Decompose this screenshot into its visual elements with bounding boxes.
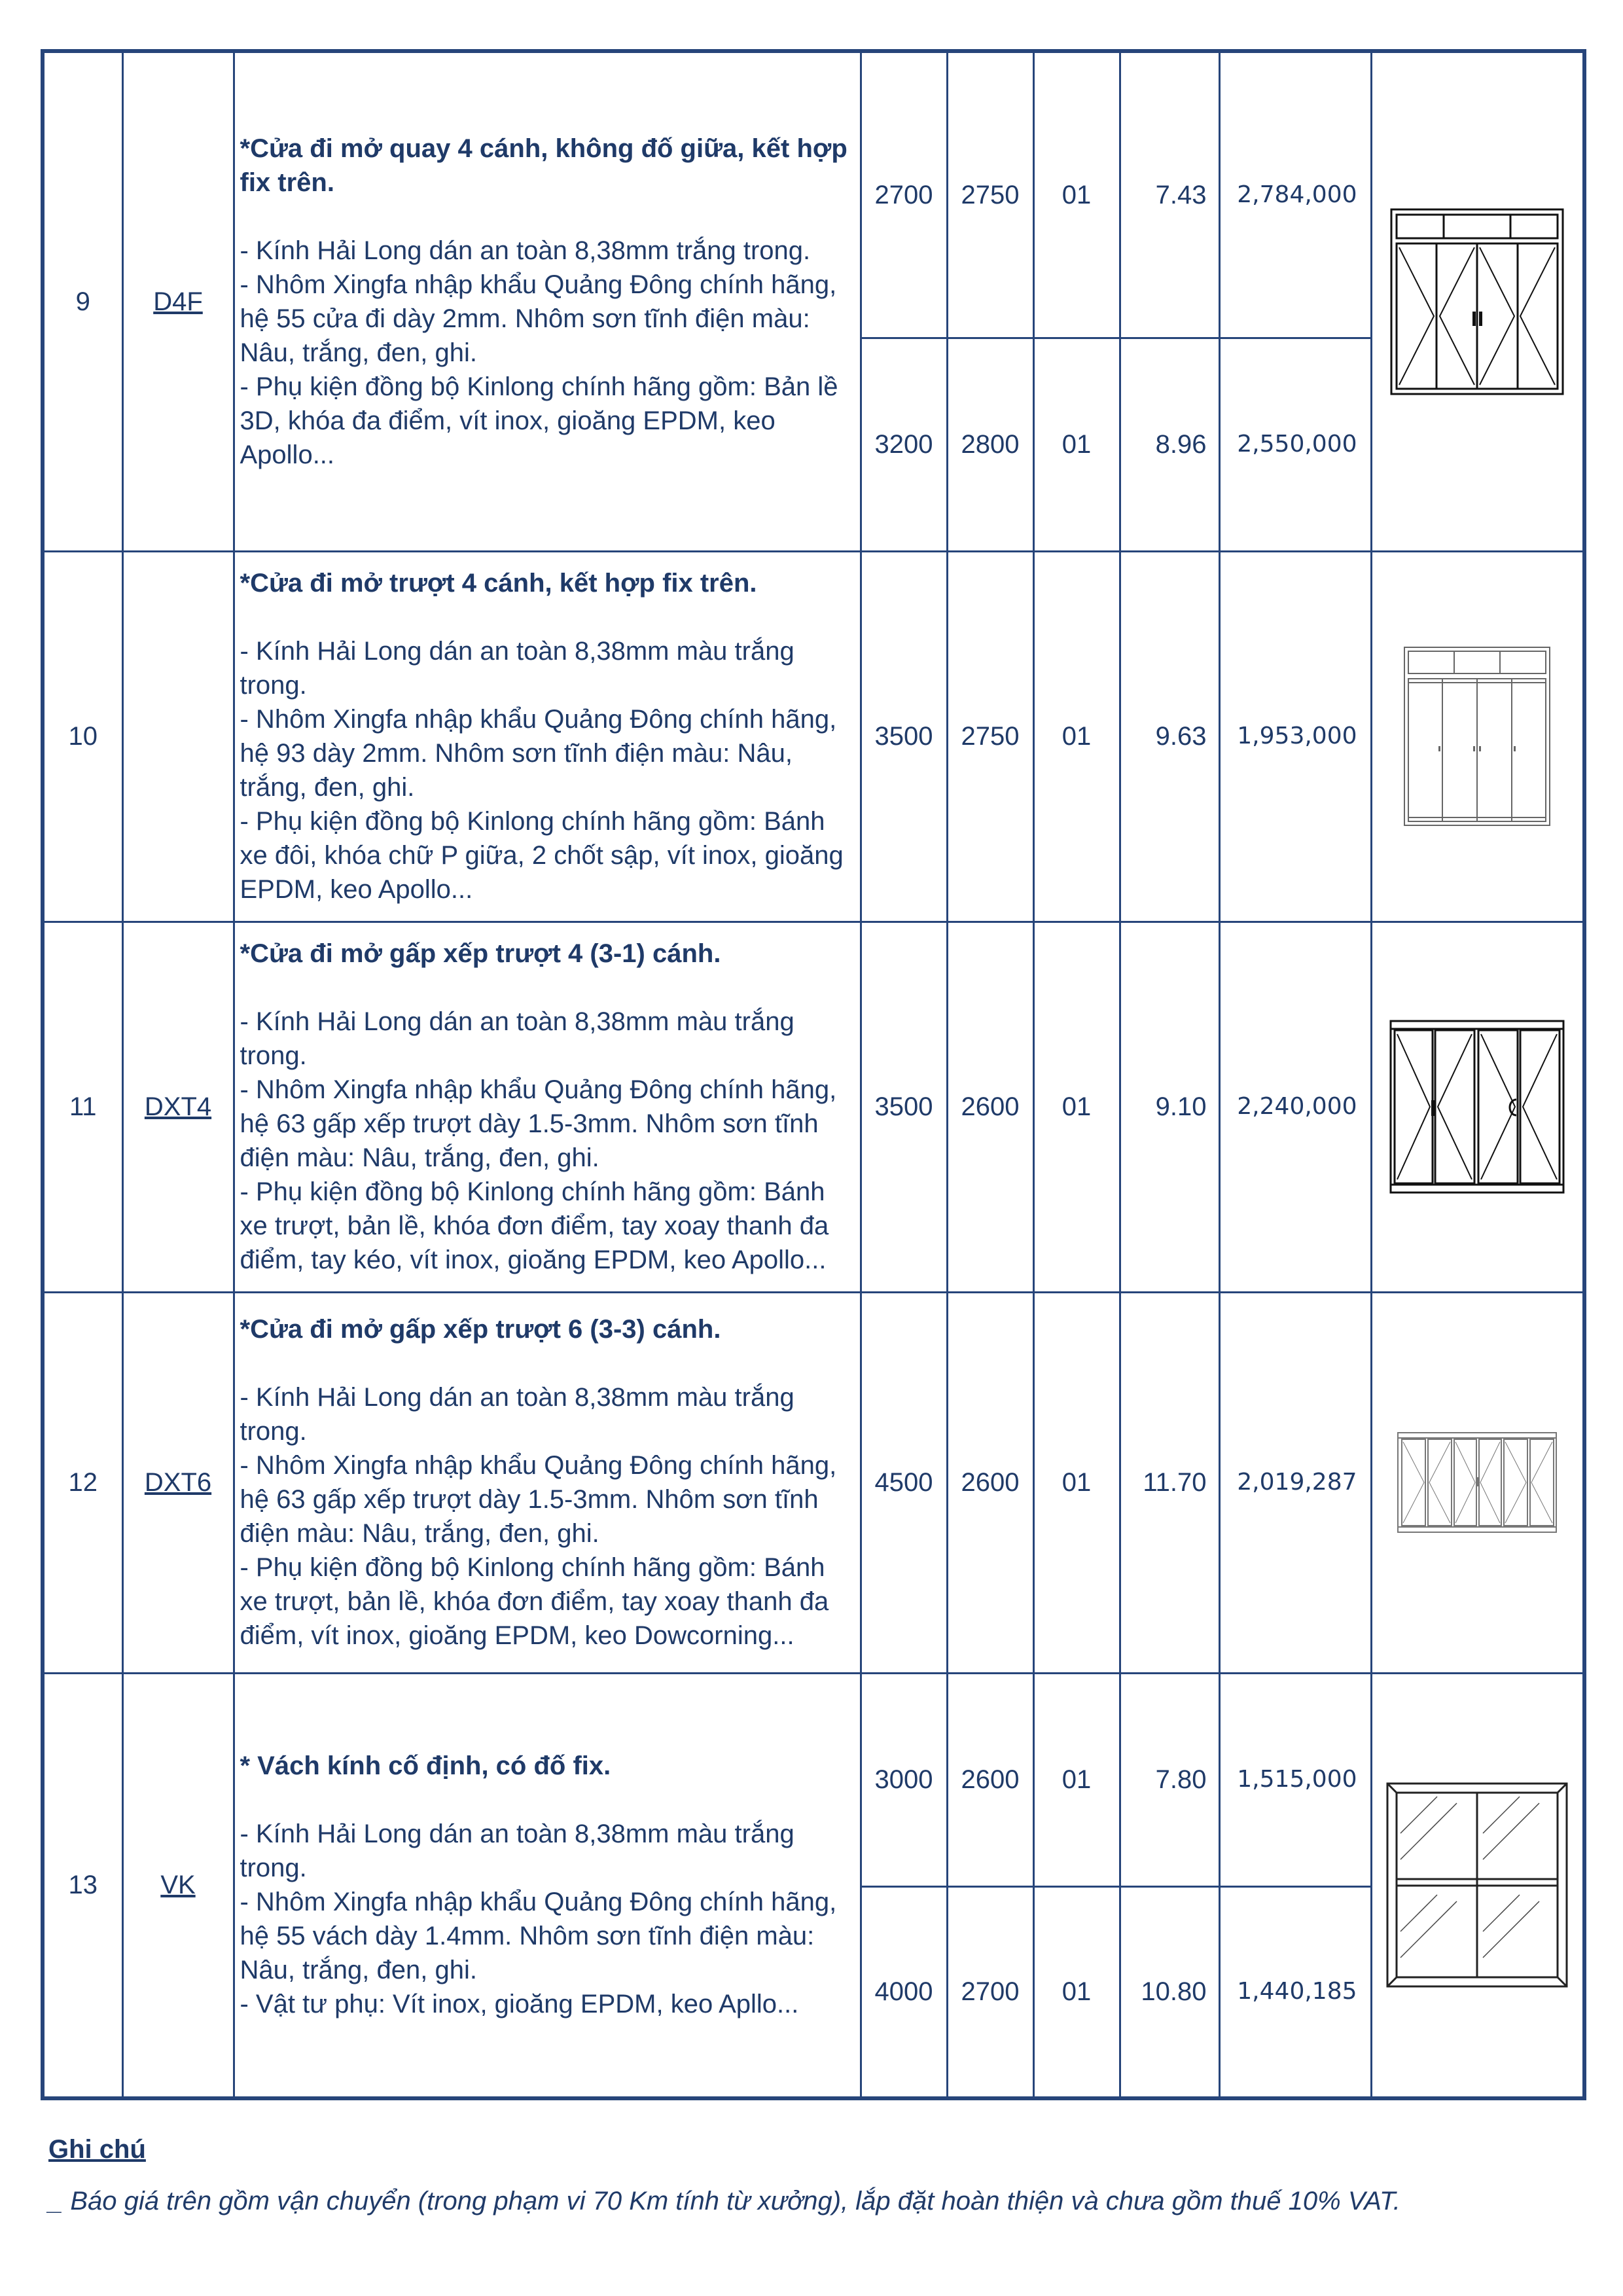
notes-line: _ Báo giá trên gồm vận chuyển (trong phạm vi 70 Km tính từ xưởng), lắp đặt hoàn thiện và chưa gồm thuế 10% VAT. — [48, 2187, 1400, 2215]
fixed-glass-wall-icon — [1371, 1673, 1584, 2098]
width-cell: 3200 — [861, 338, 947, 551]
row-number: 11 — [43, 922, 122, 1292]
description-title: * Vách kính cố định, có đố fix. — [240, 1751, 611, 1781]
row-number: 12 — [43, 1292, 122, 1673]
description-line: - Nhôm Xingfa nhập khẩu Quảng Đông chính hãng, hệ 63 gấp xếp trượt dày 1.5-3mm. Nhôm sơn tĩnh điện màu: Nâu, trắng, đen, ghi. — [240, 1451, 837, 1548]
description-line: - Nhôm Xingfa nhập khẩu Quảng Đông chính hãng, hệ 55 cửa đi dày 2mm. Nhôm sơn tĩnh điện màu: Nâu, trắng, đen, ghi. — [240, 270, 837, 367]
width-cell: 4000 — [861, 1886, 947, 2098]
description-title: *Cửa đi mở trượt 4 cánh, kết hợp fix trên. — [240, 569, 757, 598]
description-line: - Phụ kiện đồng bộ Kinlong chính hãng gồm: Bánh xe trượt, bản lề, khóa đơn điểm, tay xoay thanh đa điểm, tay kéo, vít inox, gioăng EPDM, keo Apollo... — [240, 1177, 829, 1274]
area-cell: 7.80 — [1120, 1673, 1219, 1886]
area-cell: 8.96 — [1120, 338, 1219, 551]
height-cell: 2750 — [947, 51, 1033, 338]
table-row — [43, 922, 1584, 1292]
description-line: - Nhôm Xingfa nhập khẩu Quảng Đông chính hãng, hệ 55 vách dày 1.4mm. Nhôm sơn tĩnh điện màu: Nâu, trắng, đen, ghi. — [240, 1888, 837, 1985]
price-cell: 2,240,000 — [1219, 922, 1371, 1292]
table-row — [43, 1673, 1584, 1886]
quantity-cell: 01 — [1033, 922, 1120, 1292]
area-cell: 10.80 — [1120, 1886, 1219, 2098]
height-cell: 2700 — [947, 1886, 1033, 2098]
description-title: *Cửa đi mở quay 4 cánh, không đố giữa, kết hợp fix trên. — [240, 134, 847, 197]
notes-section — [48, 2135, 1573, 2216]
product-description — [234, 551, 861, 922]
width-cell: 3000 — [861, 1673, 947, 1886]
table-row — [43, 1292, 1584, 1673]
table-row — [43, 551, 1584, 922]
quantity-cell: 01 — [1033, 1292, 1120, 1673]
area-cell: 7.43 — [1120, 51, 1219, 338]
row-number: 13 — [43, 1673, 122, 2098]
description-line: - Kính Hải Long dán an toàn 8,38mm màu trắng trong. — [240, 1383, 794, 1446]
sliding-door-4-leaf-icon — [1371, 551, 1584, 922]
quantity-cell: 01 — [1033, 1886, 1120, 2098]
width-cell: 3500 — [861, 922, 947, 1292]
description-line: - Phụ kiện đồng bộ Kinlong chính hãng gồm: Bánh xe đôi, khóa chữ P giữa, 2 chốt sập, vít inox, gioăng EPDM, keo Apollo... — [240, 807, 844, 904]
folding-door-6-leaf-icon — [1371, 1292, 1584, 1673]
description-line: - Kính Hải Long dán an toàn 8,38mm trắng trong. — [240, 236, 811, 265]
quantity-cell: 01 — [1033, 51, 1120, 338]
quantity-cell: 01 — [1033, 1673, 1120, 1886]
width-cell: 2700 — [861, 51, 947, 338]
description-line: - Phụ kiện đồng bộ Kinlong chính hãng gồm: Bản lề 3D, khóa đa điểm, vít inox, gioăng EPDM, keo Apollo... — [240, 372, 838, 469]
product-code-link[interactable]: VK — [122, 1673, 234, 2098]
price-cell: 2,784,000 — [1219, 51, 1371, 338]
description-line: - Kính Hải Long dán an toàn 8,38mm màu trắng trong. — [240, 1007, 794, 1070]
price-cell: 1,440,185 — [1219, 1886, 1371, 2098]
product-code-link[interactable] — [122, 551, 234, 922]
area-cell: 9.10 — [1120, 922, 1219, 1292]
product-code-link[interactable]: DXT6 — [122, 1292, 234, 1673]
product-description — [234, 51, 861, 551]
description-line: - Nhôm Xingfa nhập khẩu Quảng Đông chính hãng, hệ 63 gấp xếp trượt dày 1.5-3mm. Nhôm sơn tĩnh điện màu: Nâu, trắng, đen, ghi. — [240, 1075, 837, 1172]
price-cell: 2,019,287 — [1219, 1292, 1371, 1673]
product-code-link[interactable]: D4F — [122, 51, 234, 551]
quote-table — [41, 49, 1586, 2100]
row-number: 9 — [43, 51, 122, 551]
price-cell: 1,953,000 — [1219, 551, 1371, 922]
product-description — [234, 1292, 861, 1673]
area-cell: 9.63 — [1120, 551, 1219, 922]
height-cell: 2750 — [947, 551, 1033, 922]
area-cell: 11.70 — [1120, 1292, 1219, 1673]
description-line: - Kính Hải Long dán an toàn 8,38mm màu trắng trong. — [240, 637, 794, 700]
description-line: - Nhôm Xingfa nhập khẩu Quảng Đông chính hãng, hệ 93 dày 2mm. Nhôm sơn tĩnh điện màu: Nâu, trắng, đen, ghi. — [240, 705, 837, 802]
notes-title: Ghi chú — [48, 2135, 146, 2164]
description-line: - Vật tư phụ: Vít inox, gioăng EPDM, keo Apllo... — [240, 1990, 799, 2019]
quantity-cell: 01 — [1033, 338, 1120, 551]
description-title: *Cửa đi mở gấp xếp trượt 4 (3-1) cánh. — [240, 939, 721, 968]
height-cell: 2600 — [947, 1292, 1033, 1673]
product-code-link[interactable]: DXT4 — [122, 922, 234, 1292]
product-description — [234, 922, 861, 1292]
description-line: - Kính Hải Long dán an toàn 8,38mm màu trắng trong. — [240, 1820, 794, 1883]
width-cell: 3500 — [861, 551, 947, 922]
description-line: - Phụ kiện đồng bộ Kinlong chính hãng gồm: Bánh xe trượt, bản lề, khóa đơn điểm, tay xoay thanh đa điểm, vít inox, gioăng EPDM, keo Dowcorning... — [240, 1553, 829, 1650]
height-cell: 2600 — [947, 922, 1033, 1292]
description-title: *Cửa đi mở gấp xếp trượt 6 (3-3) cánh. — [240, 1315, 721, 1344]
width-cell: 4500 — [861, 1292, 947, 1673]
height-cell: 2800 — [947, 338, 1033, 551]
swing-door-4-leaf-icon — [1371, 51, 1584, 551]
product-description — [234, 1673, 861, 2098]
price-cell: 1,515,000 — [1219, 1673, 1371, 1886]
price-cell: 2,550,000 — [1219, 338, 1371, 551]
table-row — [43, 51, 1584, 338]
height-cell: 2600 — [947, 1673, 1033, 1886]
quantity-cell: 01 — [1033, 551, 1120, 922]
row-number: 10 — [43, 551, 122, 922]
folding-door-4-leaf-icon — [1371, 922, 1584, 1292]
